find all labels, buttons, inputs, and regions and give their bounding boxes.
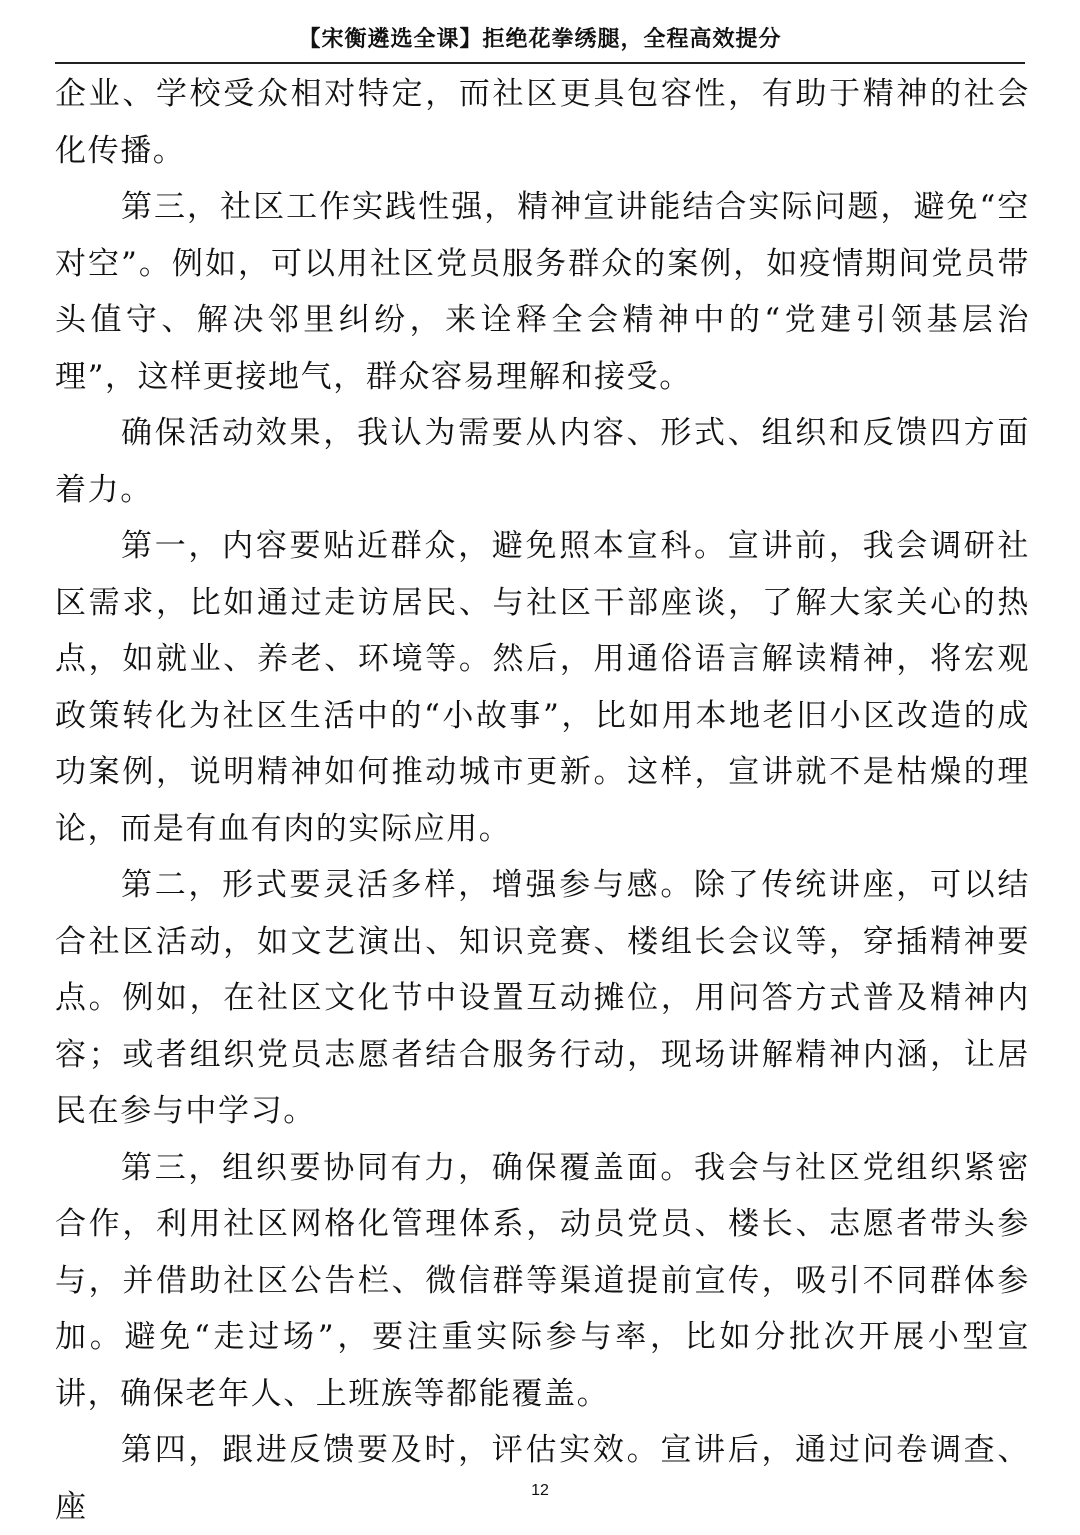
paragraph-2: 第三，社区工作实践性强，精神宣讲能结合实际问题，避免“空对空”。例如，可以用社区党员服务群众的案例，如疫情期间党员带头值守、解决邻里纠纷，来诠释全会精神中的“党建引领基层治理”，这样更接地气，群众容易理解和接受。 [55, 189, 1030, 395]
paragraph-6: 第三，组织要协同有力，确保覆盖面。我会与社区党组织紧密合作，利用社区网格化管理体系，动员党员、楼长、志愿者带头参与，并借助社区公告栏、微信群等渠道提前宣传，吸引不同群体参加。避免“走过场”，要注重实际参与率，比如分批次开展小型宣讲，确保老年人、上班族等都能覆盖。 [55, 1149, 1030, 1412]
paragraph-3: 确保活动效果，我认为需要从内容、形式、组织和反馈四方面着力。 [55, 415, 1030, 508]
paragraph-1: 企业、学校受众相对特定，而社区更具包容性，有助于精神的社会化传播。 [55, 76, 1030, 169]
header-title: 【宋衡遴选全课】拒绝花拳绣腿，全程高效提分 [298, 27, 782, 52]
page-footer [0, 1482, 1080, 1500]
page-number: 12 [531, 1482, 549, 1499]
paragraph-5: 第二，形式要灵活多样，增强参与感。除了传统讲座，可以结合社区活动，如文艺演出、知识竞赛、楼组长会议等，穿插精神要点。例如，在社区文化节中设置互动摊位，用问答方式普及精神内容；或者组织党员志愿者结合服务行动，现场讲解精神内涵，让居民在参与中学习。 [55, 867, 1030, 1129]
paragraph-7: 第四，跟进反馈要及时，评估实效。宣讲后，通过问卷调查、座 [55, 1432, 1030, 1525]
page-header [55, 22, 1025, 64]
paragraph-4: 第一，内容要贴近群众，避免照本宣科。宣讲前，我会调研社区需求，比如通过走访居民、与社区干部座谈，了解大家关心的热点，如就业、养老、环境等。然后，用通俗语言解读精神，将宏观政策转化为社区生活中的“小故事”，比如用本地老旧小区改造的成功案例，说明精神如何推动城市更新。这样，宣讲就不是枯燥的理论，而是有血有肉的实际应用。 [55, 528, 1030, 847]
document-body [55, 66, 1030, 1535]
